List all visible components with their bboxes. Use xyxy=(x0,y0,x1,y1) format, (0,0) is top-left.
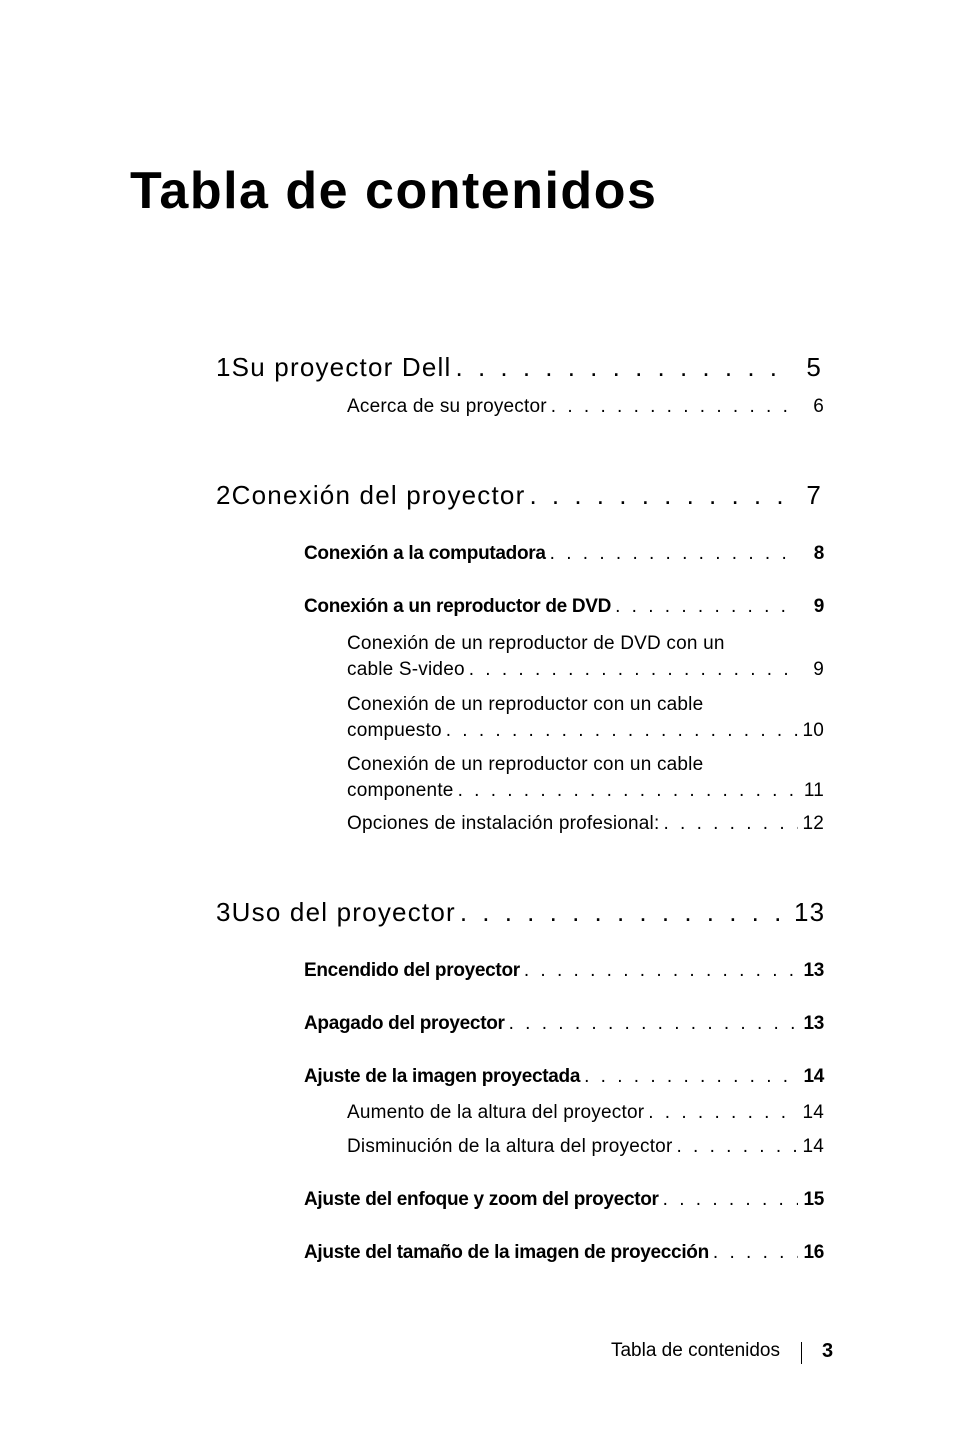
dot-leader xyxy=(509,1013,798,1035)
dot-leader xyxy=(456,352,791,383)
entry-title: Aumento de la altura del proyector xyxy=(347,1102,645,1123)
dot-leader xyxy=(663,813,798,835)
dot-leader xyxy=(648,1102,798,1124)
section-title: Conexión a un reproductor de DVD xyxy=(304,596,612,617)
page-number: 12 xyxy=(802,813,824,834)
chapter-number: 3 xyxy=(216,897,232,927)
chapter-number: 2 xyxy=(216,480,232,510)
dot-leader xyxy=(584,1066,798,1088)
dot-leader xyxy=(458,778,798,804)
toc-section-ajuste-imagen[interactable] xyxy=(304,1066,824,1088)
toc-section-encendido[interactable] xyxy=(304,960,824,982)
toc-chapter-1[interactable] xyxy=(216,352,822,383)
section-title: Encendido del proyector xyxy=(304,960,520,981)
toc-entry-svideo[interactable] xyxy=(347,631,824,683)
entry-title-line1: Conexión de un reproductor de DVD con un xyxy=(347,633,725,654)
page-title: Tabla de contenidos xyxy=(130,162,658,220)
toc-section-apagado[interactable] xyxy=(304,1013,824,1035)
toc-section-enfoque[interactable] xyxy=(304,1189,824,1211)
chapter-title: Conexión del proyector xyxy=(231,480,526,510)
toc-entry-opciones[interactable] xyxy=(347,813,824,835)
entry-title-line2: cable S-video xyxy=(347,659,465,680)
dot-leader xyxy=(460,897,790,928)
page-number: 9 xyxy=(813,659,824,680)
toc-entry-acerca[interactable] xyxy=(347,396,824,418)
chapter-title: Su proyector Dell xyxy=(231,352,452,382)
chapter-title: Uso del proyector xyxy=(231,897,456,927)
toc-section-computadora[interactable] xyxy=(304,543,824,565)
dot-leader xyxy=(676,1136,798,1158)
page-number: 13 xyxy=(794,897,826,927)
page-number: 8 xyxy=(813,543,824,564)
entry-title-line1: Conexión de un reproductor con un cable xyxy=(347,694,704,715)
section-title: Conexión a la computadora xyxy=(304,543,546,564)
section-title: Ajuste del tamaño de la imagen de proyección xyxy=(304,1242,709,1263)
footer-label: Tabla de contenidos xyxy=(610,1340,780,1361)
page-number: 10 xyxy=(802,720,824,741)
dot-leader xyxy=(663,1189,798,1211)
page-number: 6 xyxy=(813,396,824,417)
toc-entry-compuesto[interactable] xyxy=(347,692,824,744)
page-number: 15 xyxy=(803,1189,824,1210)
dot-leader xyxy=(615,596,798,618)
toc-section-dvd[interactable] xyxy=(304,596,824,618)
page-number: 13 xyxy=(803,960,824,981)
entry-title-line2: componente xyxy=(347,780,454,801)
page-number: 16 xyxy=(803,1242,824,1263)
dot-leader xyxy=(713,1242,798,1264)
page-number: 14 xyxy=(802,1136,824,1157)
page-number: 7 xyxy=(806,480,822,510)
section-title: Ajuste del enfoque y zoom del proyector xyxy=(304,1189,659,1210)
toc-entry-componente[interactable] xyxy=(347,752,824,804)
dot-leader xyxy=(524,960,798,982)
page-number: 9 xyxy=(813,596,824,617)
page-number: 11 xyxy=(803,780,824,801)
dot-leader xyxy=(550,543,798,565)
toc-chapter-2[interactable] xyxy=(216,480,822,511)
section-title: Ajuste de la imagen proyectada xyxy=(304,1066,581,1087)
chapter-number: 1 xyxy=(216,352,232,382)
toc-entry-aumento[interactable] xyxy=(347,1102,824,1124)
page-number: 14 xyxy=(803,1066,824,1087)
page-number: 13 xyxy=(803,1013,824,1034)
entry-title: Acerca de su proyector xyxy=(347,396,547,417)
dot-leader xyxy=(551,396,798,418)
footer-divider xyxy=(801,1342,802,1364)
page-number: 14 xyxy=(802,1102,824,1123)
entry-title: Disminución de la altura del proyector xyxy=(347,1136,673,1157)
page-number: 5 xyxy=(806,352,822,382)
dot-leader xyxy=(529,480,790,511)
page-footer xyxy=(0,1338,954,1368)
toc-entry-disminucion[interactable] xyxy=(347,1136,824,1158)
dot-leader xyxy=(446,718,798,744)
entry-title: Opciones de instalación profesional: xyxy=(347,813,660,834)
footer-page-number: 3 xyxy=(822,1340,834,1362)
section-title: Apagado del proyector xyxy=(304,1013,505,1034)
entry-title-line2: compuesto xyxy=(347,720,442,741)
dot-leader xyxy=(469,657,798,683)
toc-section-tamano[interactable] xyxy=(304,1242,824,1264)
toc-chapter-3[interactable] xyxy=(216,897,826,928)
entry-title-line1: Conexión de un reproductor con un cable xyxy=(347,754,704,775)
